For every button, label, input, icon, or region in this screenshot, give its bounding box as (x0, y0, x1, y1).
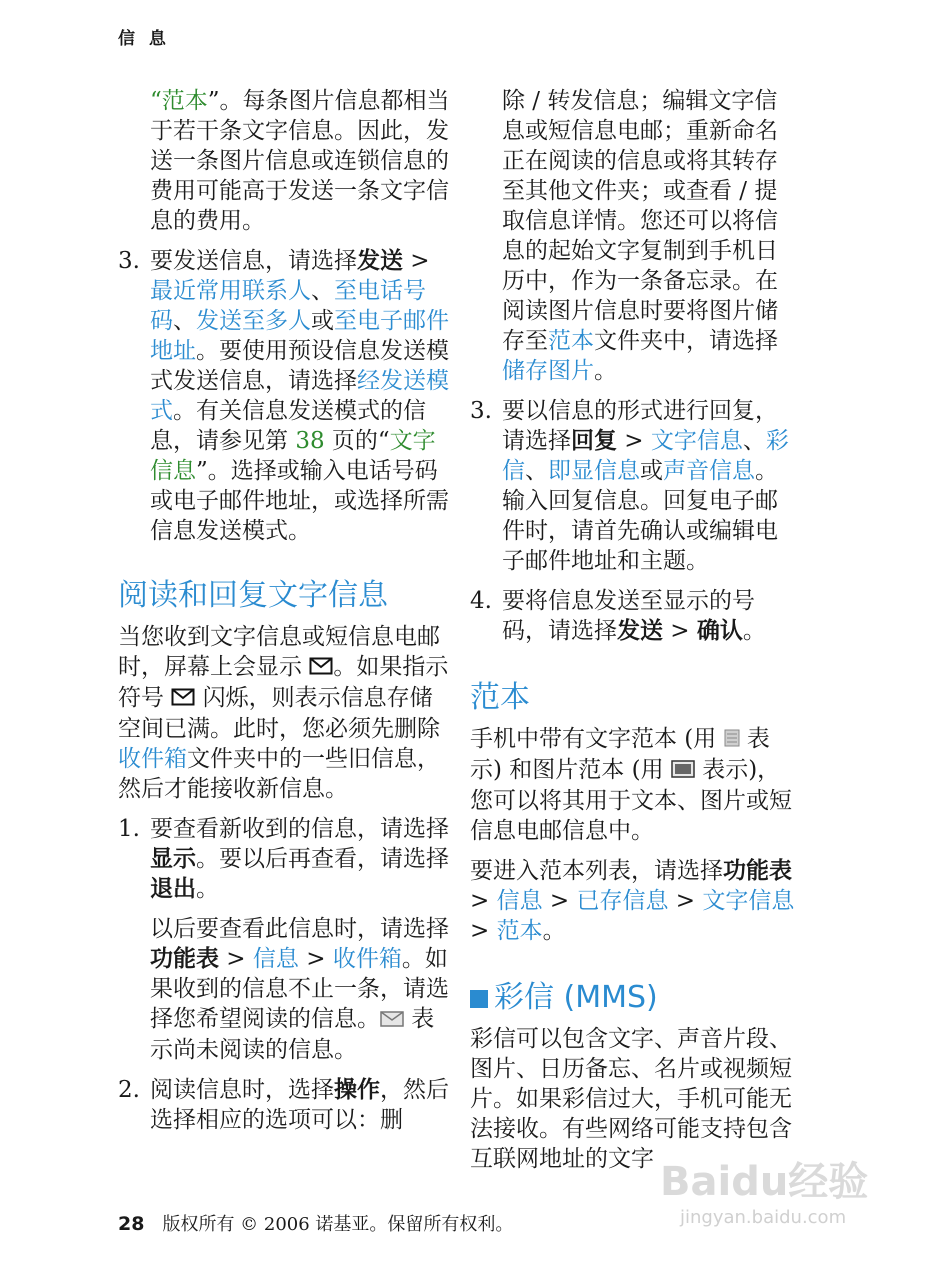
paragraph-view-later: 以后要查看此信息时，请选择功能表 > 信息 > 收件箱。如果收到的信息不止一条，请选择您希望阅读的信息。 表示尚未阅读的信息。 (150, 916, 449, 1063)
envelope-icon (171, 684, 195, 714)
paragraph-options: 除 / 转发信息；编辑文字信息或短信息电邮；重新命名正在阅读的信息或将其转存至其他文件夹；或查看 / 提取信息详情。您还可以将信息的起始文字复制到手机日历中，作为一条备忘录。在阅读图片信息时要将图片储存至范本文件夹中，请选择储存图片。 (502, 88, 778, 384)
link-mms[interactable]: 彩信 (502, 428, 789, 484)
link-text-message[interactable]: 文字信息 (650, 428, 743, 454)
section-marker-icon (470, 990, 488, 1008)
envelope-icon (309, 653, 333, 683)
left-column (118, 86, 450, 1135)
paragraph-mms: 彩信可以包含文字、声音片段、图片、日历备忘、名片或视频短片。如果彩信过大，手机可能无法接收。有些网络可能支持包含互联网地址的文字 (470, 1026, 792, 1172)
paragraph-templates: 手机中带有文字范本 (用 表示) 和图片范本 (用 表示)，您可以将其用于文本、图片或短信息电邮信息中。 (470, 726, 792, 844)
watermark-brand: Baidu经验 (660, 1159, 869, 1205)
link-recent-contacts[interactable]: 最近常用联系人 (150, 278, 311, 304)
page-footer (118, 1210, 513, 1236)
link-to-email[interactable]: 至电子邮件地址 (150, 308, 449, 364)
link-messages[interactable]: 信息 (252, 946, 299, 972)
picture-template-icon (671, 756, 695, 786)
list-item-3-reply: 3. 要以信息的形式进行回复，请选择回复 > 文字信息、彩信、即显信息或声音信息。输入回复信息。回复电子邮件时，请首先确认或编辑电子邮件地址和主题。 (470, 398, 789, 574)
heading-templates: 范本 (470, 680, 530, 715)
link-send-multiple[interactable]: 发送至多人 (196, 308, 311, 334)
link-templates[interactable]: 范本 (161, 88, 208, 114)
link-inbox-2[interactable]: 收件箱 (332, 946, 402, 972)
heading-mms: 彩信 (MMS) (470, 980, 800, 1016)
link-save-picture[interactable]: 储存图片 (502, 358, 594, 384)
link-text-messages[interactable]: 文字信息 (150, 428, 436, 484)
section-header: 信 息 (118, 29, 170, 49)
heading-read-reply: 阅读和回复文字信息 (118, 578, 388, 613)
paragraph-template-list: 要进入范本列表，请选择功能表 > 信息 > 已存信息 > 文字信息 > 范本。 (470, 858, 795, 944)
link-audio-message[interactable]: 声音信息 (663, 458, 755, 484)
page-ref-38[interactable]: 38 (295, 428, 325, 454)
copyright: 版权所有 © 2006 诺基亚。保留所有权利。 (162, 1214, 514, 1235)
text-template-icon (724, 725, 740, 755)
link-text-messages-2[interactable]: 文字信息 (702, 888, 795, 914)
link-messages-2[interactable]: 信息 (496, 888, 543, 914)
paragraph-intro: “范本”。每条图片信息都相当于若干条文字信息。因此，发送一条图片信息或连锁信息的费用可能高于发送一条文字信息的费用。 (150, 88, 450, 234)
link-flash-message[interactable]: 即显信息 (548, 458, 640, 484)
list-item-4-send-number: 4. 要将信息发送至显示的号码，请选择发送 > 确认。 (470, 588, 766, 644)
watermark (660, 1150, 890, 1260)
link-send-profile[interactable]: 经发送模式 (150, 368, 449, 424)
link-inbox[interactable]: 收件箱 (118, 746, 187, 772)
link-to-phone[interactable]: 至电话号码 (150, 278, 426, 334)
right-column (470, 86, 800, 1174)
link-templates-folder[interactable]: 范本 (548, 328, 594, 354)
paragraph-receive: 当您收到文字信息或短信息电邮时，屏幕上会显示 。如果指示符号 闪烁，则表示信息存储空间已满。此时，您必须先删除收件箱文件夹中的一些旧信息，然后才能接收新信息。 (118, 624, 449, 802)
watermark-url: jingyan.baidu.com (680, 1207, 847, 1228)
page-number: 28 (118, 1213, 145, 1235)
list-item-3-send: 3. 要发送信息，请选择发送 > 最近常用联系人、至电话号码、发送至多人或至电子邮件地址。要使用预设信息发送模式发送信息，请选择经发送模式。有关信息发送模式的信息，请参见第 38 页的“文字信息”。选择或输入电话号码或电子邮件地址，或选择所需信息发送模式。 (118, 248, 449, 544)
list-item-2-read: 2. 阅读信息时，选择操作，然后选择相应的选项可以：删 (118, 1077, 449, 1133)
link-saved-messages[interactable]: 已存信息 (576, 888, 669, 914)
unread-envelope-icon (380, 1005, 404, 1035)
list-item-1-view: 1. 要查看新收到的信息，请选择显示。要以后再查看，请选择退出。 (118, 816, 449, 902)
link-templates-2[interactable]: 范本 (496, 918, 543, 944)
